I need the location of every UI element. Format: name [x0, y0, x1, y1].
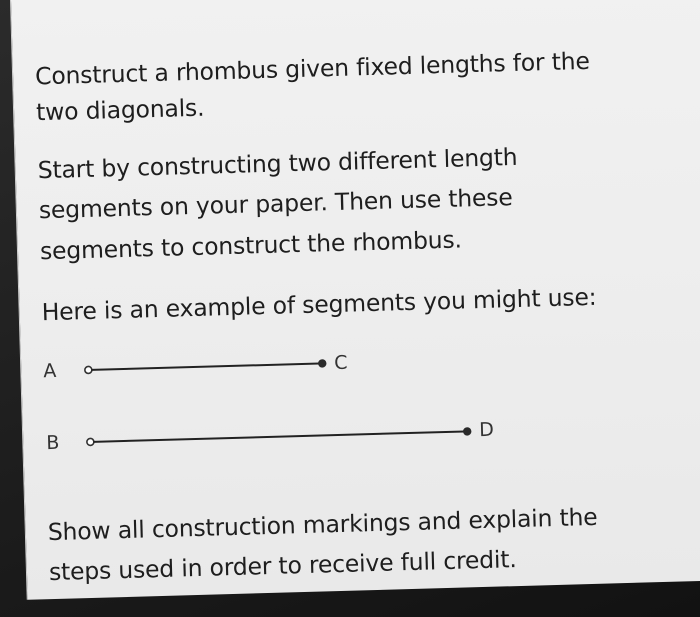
footer-line-1: Show all construction markings and explain the: [47, 502, 598, 547]
prompt-line-1: Construct a rhombus given fixed lengths for the: [34, 46, 591, 91]
point-a-dot: [85, 366, 92, 373]
segments-diagram: [43, 331, 506, 454]
point-d-dot: [463, 427, 472, 436]
worksheet-paper: [10, 0, 700, 600]
prompt-line-5: segments to construct the rhombus.: [39, 225, 463, 266]
point-b-label: B: [46, 431, 60, 455]
prompt-line-2: two diagonals.: [35, 93, 205, 127]
point-d-label: D: [478, 418, 495, 442]
prompt-line-6: Here is an example of segments you might use:: [41, 282, 597, 327]
prompt-line-4: segments on your paper. Then use these: [38, 183, 513, 225]
point-b-dot: [87, 438, 94, 445]
point-c-label: C: [333, 351, 348, 375]
segment-figure: [43, 331, 506, 454]
segment-ac: [91, 364, 319, 370]
footer-line-2: steps used in order to receive full credit.: [48, 545, 517, 587]
segment-bd: [93, 431, 464, 441]
prompt-line-3: Start by constructing two different length: [37, 142, 518, 185]
point-c-dot: [318, 359, 327, 368]
point-a-label: A: [43, 359, 57, 383]
